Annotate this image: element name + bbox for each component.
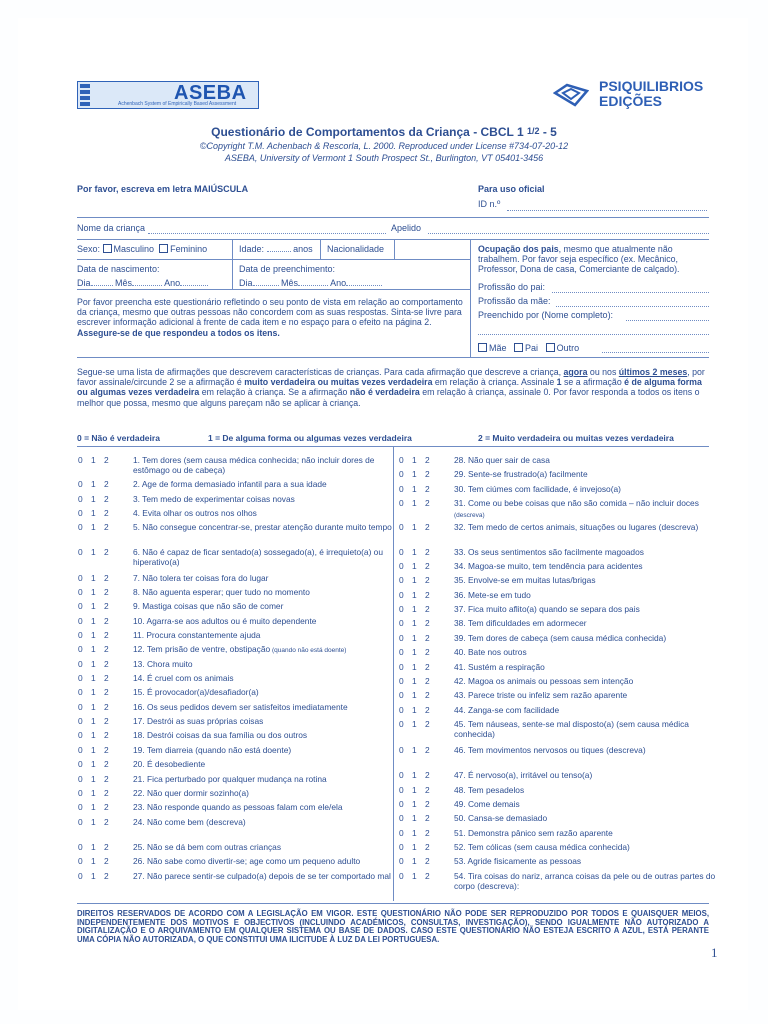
item-text: 43. Parece triste ou infeliz sem razão aparente <box>454 690 628 700</box>
score-options[interactable]: 0 1 2 <box>399 604 430 614</box>
item-text: 54. Tira coisas do nariz, arranca coisas da pele ou de outras partes do corpo (descreva): <box>454 871 716 891</box>
item-text: 40. Bate nos outros <box>454 647 527 657</box>
score-options[interactable]: 0 1 2 <box>399 745 430 755</box>
day-label: Dia <box>239 278 253 288</box>
title-text: Questionário de Comportamentos da Criança - CBCL 1 <box>211 125 527 139</box>
item-text: 44. Zanga-se com facilidade <box>454 705 560 715</box>
scale-2: 2 = Muito verdadeira ou muitas vezes verdadeira <box>478 433 674 443</box>
item-text: 27. Não parece sentir-se culpado(a) depois de se ter comportado mal <box>133 871 391 881</box>
child-name-label: Nome da criança <box>77 223 146 233</box>
sex-field <box>77 244 207 254</box>
item-text: 34. Magoa-se muito, tem tendência para acidentes <box>454 561 643 571</box>
psiquilibrios-logo-icon <box>553 83 589 107</box>
score-options[interactable]: 0 1 2 <box>399 828 430 838</box>
score-options[interactable]: 0 1 2 <box>78 759 109 769</box>
score-options[interactable]: 0 1 2 <box>78 601 109 611</box>
item-text: 26. Não sabe como divertir-se; age como um pequeno adulto <box>133 856 361 866</box>
score-options[interactable]: 0 1 2 <box>399 690 430 700</box>
footer-copyright: DIREITOS RESERVADOS DE ACORDO COM A LEGISLAÇÃO EM VIGOR. ESTE QUESTIONÁRIO NÃO PODE SER REPRODUZIDO POR TODOS E QUAISQUER MEIOS, INDEPENDENTEMENTE DOS MOTIVOS E OBJECTIVOS (INCLUINDO ACADÉMICOS, CONSULTAS, INVESTIGAÇÃO), SENDO IGUALMENTE NÃO AUTORIZADO A DIGITALIZAÇÃO E O ARQUIVAMENTO EM QUALQUER SISTEMA OU BASE DE DADOS. CASO ESTE QUESTIONÁRIO NÃO ESTEJA ESCRITO A AZUL, ESTÁ PERANTE UMA CÓPIA NÃO AUTORIZADA, O QUE CONSTITUI UMA ILICITUDE À LUZ DA LEI PORTUGUESA. <box>77 909 709 944</box>
father-checkbox[interactable] <box>514 343 523 352</box>
score-options[interactable]: 0 1 2 <box>399 590 430 600</box>
item-text: 51. Demonstra pânico sem razão aparente <box>454 828 613 838</box>
parents-occupation-desc: , mesmo que atualmente não trabalhem. Por favor seja específico (ex. Mecânico, Professor, Dona de casa, Comerciante de calçado). <box>478 244 680 275</box>
item-text: 50. Cansa-se demasiado <box>454 813 548 823</box>
divider <box>320 239 321 259</box>
filled-by-label: Preenchido por (Nome completo): <box>478 310 614 320</box>
divider <box>77 217 709 218</box>
score-options[interactable]: 0 1 2 <box>78 630 109 640</box>
item-text: 1. Tem dores (sem causa médica conhecida; não incluir dores de estômago ou de cabeça) <box>133 455 375 475</box>
copyright: ©Copyright T.M. Achenbach & Rescorla, L. 2000. Reproduced under License #734-07-20-12 <box>199 141 569 151</box>
item-text: 8. Não aguenta esperar; quer tudo no momento <box>133 587 310 597</box>
item-text: 21. Fica perturbado por qualquer mudança na rotina <box>133 774 327 784</box>
score-options[interactable]: 0 1 2 <box>78 659 109 669</box>
divider <box>77 289 470 290</box>
item-text: 33. Os seus sentimentos são facilmente magoados <box>454 547 644 557</box>
score-options[interactable]: 0 1 2 <box>78 673 109 683</box>
scale-1: 1 = De alguma forma ou algumas vezes verdadeira <box>208 433 412 443</box>
item-text: 39. Tem dores de cabeça (sem causa médica conhecida) <box>454 633 667 643</box>
father-job-label: Profissão do pai: <box>478 282 546 292</box>
divider <box>77 239 709 240</box>
score-options[interactable]: 0 1 2 <box>399 842 430 852</box>
item-text: 6. Não é capaz de ficar sentado(a) sossegado(a), é irrequieto(a) ou hiperativo(a) <box>133 547 383 567</box>
age-label: Idade: <box>239 244 265 254</box>
score-options[interactable]: 0 1 2 <box>78 508 109 518</box>
score-options[interactable]: 0 1 2 <box>78 817 109 827</box>
page-number: 1 <box>711 945 718 960</box>
score-options[interactable]: 0 1 2 <box>78 702 109 712</box>
item-text: 52. Tem cólicas (sem causa médica conhecida) <box>454 842 630 852</box>
month-label: Mês <box>115 278 133 288</box>
scale-0: 0 = Não é verdadeira <box>77 433 160 443</box>
mother-job-label: Profissão da mãe: <box>478 296 551 306</box>
aseba-logo-text: ASEBA <box>174 82 247 104</box>
score-options[interactable]: 0 1 2 <box>399 770 430 780</box>
score-options[interactable]: 0 1 2 <box>78 730 109 740</box>
score-options[interactable]: 0 1 2 <box>78 842 109 852</box>
score-options[interactable]: 0 1 2 <box>399 498 430 508</box>
score-options[interactable]: 0 1 2 <box>78 856 109 866</box>
score-options[interactable]: 0 1 2 <box>399 647 430 657</box>
score-options[interactable]: 0 1 2 <box>399 484 430 494</box>
divider <box>77 903 709 904</box>
item-text: 10. Agarra-se aos adultos ou é muito dependente <box>133 616 317 626</box>
female-label: Feminino <box>170 244 208 254</box>
score-options[interactable]: 0 1 2 <box>399 561 430 571</box>
divider <box>470 239 471 357</box>
item-text: 3. Tem medo de experimentar coisas novas <box>133 494 295 504</box>
item-text: 2. Age de forma demasiado infantil para a sua idade <box>133 479 327 489</box>
score-options[interactable]: 0 1 2 <box>78 774 109 784</box>
nationality-label: Nacionalidade <box>327 244 385 254</box>
fill-date-fields[interactable] <box>239 278 382 288</box>
divider <box>77 357 709 358</box>
item-text: 7. Não tolera ter coisas fora do lugar <box>133 573 269 583</box>
item-text: 32. Tem medo de certos animais, situações ou lugares (descreva) <box>454 522 699 532</box>
item-text: 18. Destrói coisas da sua família ou dos outros <box>133 730 308 740</box>
item-text: 17. Destrói as suas próprias coisas <box>133 716 264 726</box>
score-options[interactable]: 0 1 2 <box>399 522 430 532</box>
item-note: (descreva) <box>454 511 485 519</box>
score-options[interactable]: 0 1 2 <box>78 616 109 626</box>
item-text: 20. É desobediente <box>133 759 206 769</box>
child-name-field[interactable] <box>148 233 386 234</box>
score-options[interactable]: 0 1 2 <box>78 644 109 654</box>
score-options[interactable]: 0 1 2 <box>78 871 109 881</box>
item-text: 9. Mastiga coisas que não são de comer <box>133 601 284 611</box>
item-text: 13. Chora muito <box>133 659 193 669</box>
fill-instructions-text: Por favor preencha este questionário refletindo o seu ponto de vista em relação ao comportamento da criança, mesmo que outras pessoas não concordem com as suas respostas. Sinta-se livre para escrever informação adicional à frente de cada item e no espaço para o efeito na página 2. <box>77 297 463 328</box>
year-label: Ano <box>330 278 347 288</box>
item-text: 12. Tem prisão de ventre, obstipação (quando não está doente) <box>133 644 347 654</box>
item-text: 45. Tem náuseas, sente-se mal disposto(a) (sem causa médica conhecida) <box>454 719 689 739</box>
score-options[interactable]: 0 1 2 <box>399 662 430 672</box>
item-text: 47. É nervoso(a), irritável ou tenso(a) <box>454 770 593 780</box>
item-text: 5. Não consegue concentrar-se, prestar atenção durante muito tempo <box>133 522 392 532</box>
score-options[interactable]: 0 1 2 <box>399 719 430 729</box>
filled-by-options <box>478 343 579 353</box>
surname-field[interactable] <box>428 233 709 234</box>
score-options[interactable]: 0 1 2 <box>78 587 109 597</box>
mother-job-field[interactable] <box>556 306 709 307</box>
item-text: 49. Come demais <box>454 799 520 809</box>
score-options[interactable]: 0 1 2 <box>78 455 109 465</box>
score-options[interactable]: 0 1 2 <box>399 785 430 795</box>
score-options[interactable]: 0 1 2 <box>78 479 109 489</box>
id-field[interactable] <box>507 210 707 211</box>
age-field <box>239 244 313 254</box>
item-text: 28. Não quer sair de casa <box>454 455 550 465</box>
aseba-logo-subtitle: Achenbach System of Empirically Based Assessment <box>118 101 237 107</box>
filled-by-field[interactable] <box>626 320 709 321</box>
intro-paragraph: Segue-se uma lista de afirmações que descrevem características de crianças. Para cada afirmação que descreve a criança, agora ou nos últimos 2 meses, por favor assinale/circunde 2 se a afirmação é muito verdadeira ou muitas vezes verdadeira em relação à criança. Assinale 1 se a afirmação é de alguma forma ou algumas vezes verdadeira em relação à criança. Se a afirmação não é verdadeira em relação à criança, assinale 0. Por favor responda a todos os itens o melhor que possa, mesmo que alguns pareçam não se aplicar à criança. <box>77 367 705 408</box>
day-label: Dia <box>77 278 91 288</box>
mother-label: Mãe <box>489 343 507 353</box>
publisher-line2: EDIÇÕES <box>599 93 663 109</box>
parents-occupation-text <box>478 244 710 275</box>
item-text: 42. Magoa os animais ou pessoas sem intenção <box>454 676 634 686</box>
male-checkbox[interactable] <box>103 244 112 253</box>
parents-occupation-title: Ocupação dos pais <box>478 244 559 254</box>
surname-label: Apelido <box>391 223 422 233</box>
item-text: 41. Sustém a respiração <box>454 662 545 672</box>
title-fraction: 1/2 <box>526 126 540 136</box>
item-text: 31. Come ou bebe coisas que não são comida – não incluir doces (descreva) <box>454 498 699 519</box>
item-text: 11. Procura constantemente ajuda <box>133 630 261 640</box>
other-label: Outro <box>556 343 580 353</box>
filled-by-field-2[interactable] <box>478 334 709 335</box>
item-text: 30. Tem ciúmes com facilidade, é invejoso(a) <box>454 484 621 494</box>
item-text: 22. Não quer dormir sozinho(a) <box>133 788 249 798</box>
publisher-logo <box>599 79 703 109</box>
id-label: ID n.º <box>478 199 501 209</box>
age-input[interactable] <box>267 251 291 252</box>
divider <box>77 259 470 260</box>
official-use-label: Para uso oficial <box>478 184 545 194</box>
item-text: 19. Tem diarreia (quando não está doente) <box>133 745 292 755</box>
score-options[interactable]: 0 1 2 <box>78 547 109 557</box>
month-label: Mês <box>281 278 299 288</box>
score-options[interactable]: 0 1 2 <box>399 676 430 686</box>
other-checkbox[interactable] <box>546 343 555 352</box>
score-options[interactable]: 0 1 2 <box>399 575 430 585</box>
score-options[interactable]: 0 1 2 <box>78 745 109 755</box>
score-options[interactable]: 0 1 2 <box>78 687 109 697</box>
score-options[interactable]: 0 1 2 <box>78 494 109 504</box>
score-options[interactable]: 0 1 2 <box>399 871 430 881</box>
mother-checkbox[interactable] <box>478 343 487 352</box>
item-text: 48. Tem pesadelos <box>454 785 525 795</box>
item-text: 24. Não come bem (descreva) <box>133 817 246 827</box>
fill-instructions-bold: Assegure-se de que respondeu a todos os itens. <box>77 327 280 338</box>
score-options[interactable]: 0 1 2 <box>399 618 430 628</box>
publisher-line1: PSIQUILIBRIOS <box>599 78 704 94</box>
item-text: 53. Agride fisicamente as pessoas <box>454 856 582 866</box>
divider <box>232 239 233 289</box>
page-title <box>0 125 768 139</box>
score-options[interactable]: 0 1 2 <box>399 547 430 557</box>
year-label: Ano <box>164 278 181 288</box>
score-options[interactable]: 0 1 2 <box>399 705 430 715</box>
score-options[interactable]: 0 1 2 <box>399 856 430 866</box>
score-options[interactable]: 0 1 2 <box>399 455 430 465</box>
item-text: 38. Tem dificuldades em adormecer <box>454 618 587 628</box>
item-text: 29. Sente-se frustrado(a) facilmente <box>454 469 588 479</box>
item-text: 23. Não responde quando as pessoas falam com ele/ela <box>133 802 343 812</box>
address: ASEBA, University of Vermont 1 South Prospect St., Burlington, VT 05401-3456 <box>224 153 544 163</box>
item-text: 37. Fica muito aflito(a) quando se separa dos pais <box>454 604 640 614</box>
score-options[interactable]: 0 1 2 <box>78 522 109 532</box>
score-options[interactable]: 0 1 2 <box>78 802 109 812</box>
score-options[interactable]: 0 1 2 <box>399 633 430 643</box>
item-text: 4. Evita olhar os outros nos olhos <box>133 508 257 518</box>
birth-date-label: Data de nascimento: <box>77 264 160 274</box>
other-field[interactable] <box>602 352 709 353</box>
score-options[interactable]: 0 1 2 <box>78 716 109 726</box>
item-note: (quando não está doente) <box>270 647 347 654</box>
item-text: 25. Não se dá bem com outras crianças <box>133 842 282 852</box>
score-options[interactable]: 0 1 2 <box>399 469 430 479</box>
title-end: - 5 <box>539 125 557 139</box>
sex-label: Sexo: <box>77 244 101 254</box>
male-label: Masculino <box>113 244 155 254</box>
fill-instructions <box>77 297 465 338</box>
item-text: 36. Mete-se em tudo <box>454 590 531 600</box>
father-job-field[interactable] <box>552 292 709 293</box>
score-options[interactable]: 0 1 2 <box>399 813 430 823</box>
score-options[interactable]: 0 1 2 <box>399 799 430 809</box>
uppercase-note: Por favor, escreva em letra MAIÚSCULA <box>77 184 249 194</box>
score-options[interactable]: 0 1 2 <box>78 788 109 798</box>
father-label: Pai <box>525 343 539 353</box>
aseba-logo <box>77 81 259 109</box>
female-checkbox[interactable] <box>159 244 168 253</box>
years-label: anos <box>293 244 313 254</box>
fill-date-label: Data de preenchimento: <box>239 264 336 274</box>
item-text: 16. Os seus pedidos devem ser satisfeitos imediatamente <box>133 702 348 712</box>
item-text: 46. Tem movimentos nervosos ou tiques (descreva) <box>454 745 646 755</box>
item-text: 14. É cruel com os animais <box>133 673 234 683</box>
score-options[interactable]: 0 1 2 <box>78 573 109 583</box>
item-text: 15. É provocador(a)/desafiador(a) <box>133 687 259 697</box>
item-text: 35. Envolve-se em muitas lutas/brigas <box>454 575 596 585</box>
birth-date-fields[interactable] <box>77 278 208 288</box>
divider <box>394 239 395 259</box>
